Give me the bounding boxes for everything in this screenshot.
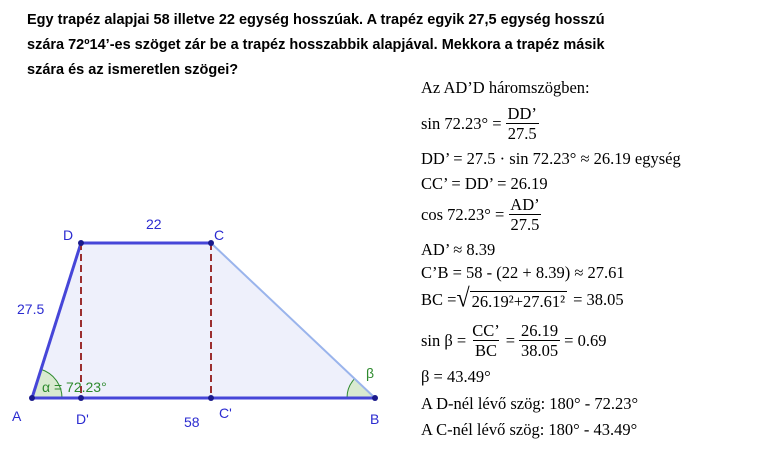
sol-sinb-rhs: = 0.69	[564, 330, 607, 350]
point-d[interactable]	[78, 240, 84, 246]
trapezoid-fill	[32, 243, 375, 398]
label-alpha: α = 72.23°	[42, 379, 107, 395]
sol-sin-num: DD’	[507, 104, 537, 123]
sol-sin-fraction	[506, 104, 539, 143]
sol-text-3: DD’ = 27.5 · sin 72.23° ≈ 26.19 egység	[421, 149, 681, 168]
sol-line-5	[421, 195, 546, 234]
sol-line-4	[421, 174, 548, 194]
sol-bc-lhs: BC =	[421, 290, 457, 309]
sol-bc-rhs: = 38.05	[573, 290, 624, 309]
sol-cos-den: 27.5	[510, 215, 540, 234]
sol-sqrt	[456, 284, 567, 314]
label-c-prime: C'	[219, 405, 232, 421]
sol-sinb-lhs: sin β =	[421, 330, 467, 350]
sol-text-10: β = 43.49°	[421, 367, 491, 386]
sol-text-1: Az AD’D háromszögben:	[421, 78, 590, 97]
sol-sinb-fraction-1	[470, 321, 502, 360]
sol-sin-den: 27.5	[507, 124, 537, 143]
sol-text-7: C’B = 58 - (22 + 8.39) ≈ 27.61	[421, 263, 625, 282]
sol-line-12	[421, 420, 637, 440]
sol-line-10	[421, 367, 491, 387]
sol-text-4: CC’ = DD’ = 26.19	[421, 174, 548, 193]
label-c: C	[214, 227, 225, 243]
point-a[interactable]	[29, 395, 35, 401]
label-beta: β	[366, 365, 375, 381]
problem-line-1: Egy trapéz alapjai 58 illetve 22 egység hosszúak. A trapéz egyik 27,5 egység hosszú	[27, 12, 605, 28]
sol-sqrt-radicand: 26.19²+27.61²	[471, 292, 566, 311]
sol-line-6	[421, 240, 495, 260]
sol-sin-lhs: sin 72.23° =	[421, 113, 502, 133]
sol-sinb-den-2: 38.05	[521, 341, 559, 360]
label-left-leg: 27.5	[17, 301, 45, 317]
sol-line-11	[421, 394, 638, 414]
label-d: D	[63, 227, 74, 243]
label-d-prime: D'	[76, 411, 89, 427]
label-a: A	[12, 408, 22, 424]
sol-sinb-num-1: CC’	[472, 321, 500, 340]
sol-line-3	[421, 149, 681, 169]
sol-line-2	[421, 104, 543, 143]
sol-sinb-fraction-2	[519, 321, 560, 360]
sol-text-11: A D-nél lévő szög: 180° - 72.23°	[421, 394, 639, 413]
point-c-prime[interactable]	[208, 395, 214, 401]
point-b[interactable]	[372, 395, 378, 401]
sol-text-12: A C-nél lévő szög: 180° - 43.49°	[421, 420, 638, 439]
sol-sinb-num-2: 26.19	[521, 321, 559, 340]
sol-line-1	[421, 78, 590, 98]
sol-cos-num: AD’	[510, 195, 540, 214]
sol-sinb-den-1: BC	[474, 341, 497, 360]
sol-sinb-eq: =	[505, 330, 516, 350]
point-d-prime[interactable]	[78, 395, 84, 401]
sol-cos-lhs: cos 72.23° =	[421, 204, 505, 224]
sqrt-icon: √	[456, 284, 470, 314]
problem-line-2: szára 72º14’-es szöget zár be a trapéz hosszabbik alapjával. Mekkora a trapéz másik	[27, 37, 605, 53]
label-b: B	[370, 411, 380, 427]
sol-line-7	[421, 263, 625, 283]
sol-text-6: AD’ ≈ 8.39	[421, 240, 496, 259]
label-bottom-base: 58	[184, 414, 200, 430]
problem-line-3: szára és az ismeretlen szögei?	[27, 62, 239, 78]
label-top-base: 22	[146, 216, 162, 232]
sol-line-8	[421, 284, 624, 314]
sol-cos-fraction	[508, 195, 541, 234]
sol-line-9	[421, 321, 606, 360]
